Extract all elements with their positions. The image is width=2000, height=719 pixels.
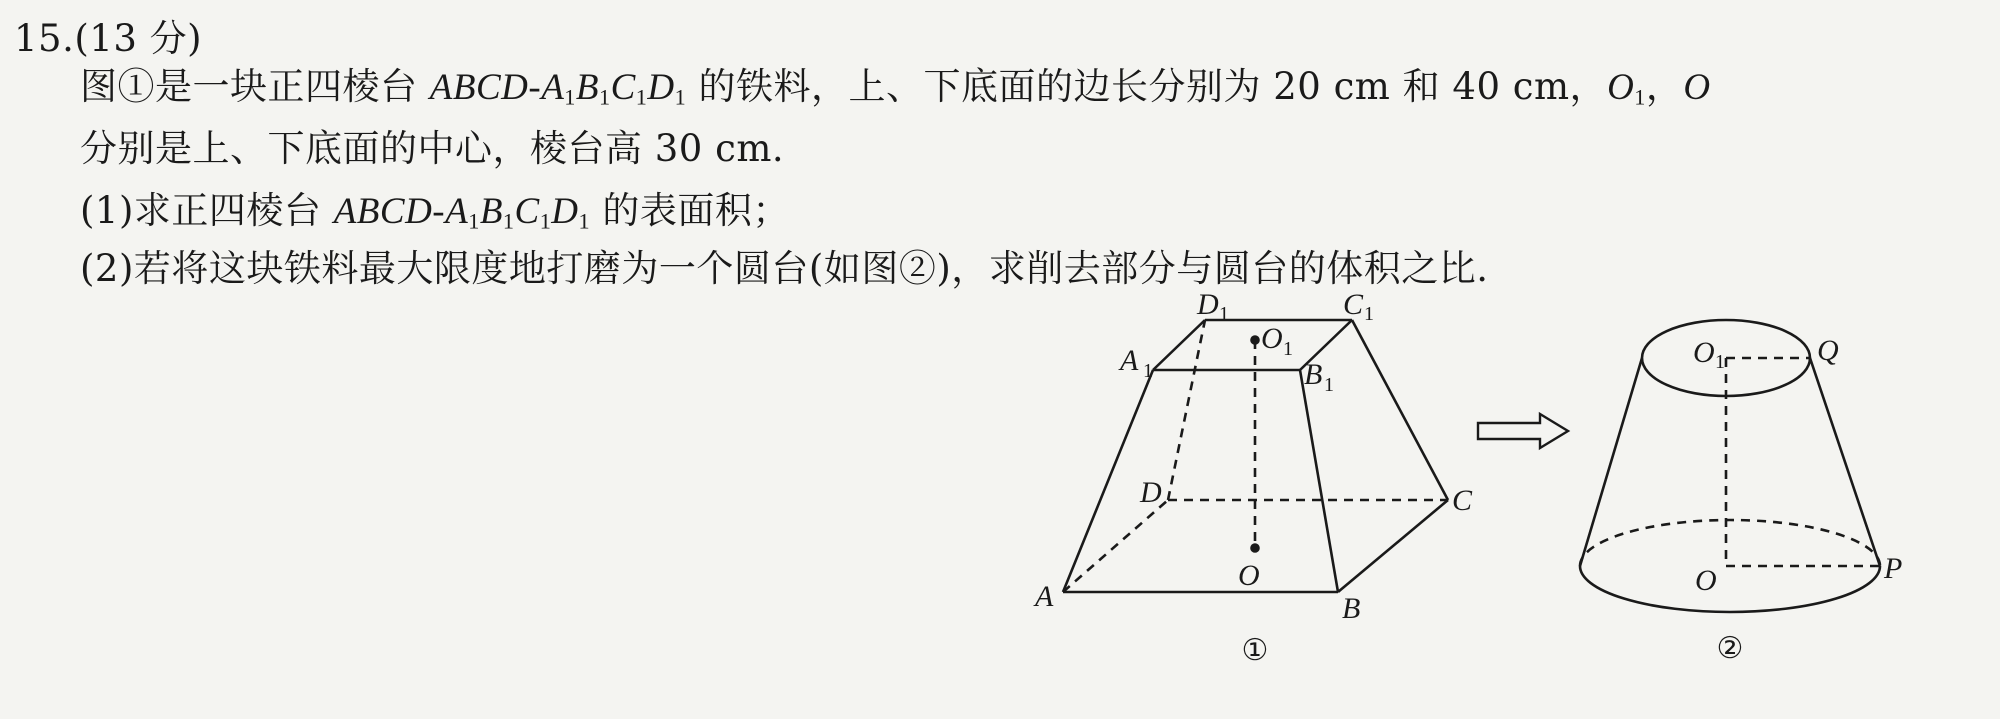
intro-text: 图①是一块正四棱台 bbox=[80, 65, 418, 108]
generatrix-left bbox=[1580, 358, 1642, 566]
label-B: B bbox=[1342, 592, 1361, 625]
svg-text:1: 1 bbox=[1219, 303, 1229, 325]
label-C1: C bbox=[1343, 288, 1364, 321]
q1-text: (1)求正四棱台 bbox=[80, 189, 322, 232]
point-O bbox=[1252, 545, 1259, 552]
label-D: D bbox=[1140, 476, 1162, 509]
label-D1: D bbox=[1197, 288, 1219, 321]
label-A: A bbox=[1035, 580, 1054, 613]
generatrix-right bbox=[1810, 358, 1880, 566]
center-o: O bbox=[1683, 67, 1711, 108]
q1-text-2: 的表面积； bbox=[602, 189, 790, 232]
svg-text:1: 1 bbox=[1143, 360, 1153, 382]
solid-name-q1: ABCD-$A_1B_1C_1D_1$ bbox=[333, 191, 591, 234]
label-B1: B bbox=[1304, 358, 1323, 391]
svg-text:1: 1 bbox=[1364, 303, 1374, 325]
edge-CC1 bbox=[1352, 320, 1448, 500]
svg-text:1: 1 bbox=[1715, 351, 1725, 373]
edge-A1D1 bbox=[1153, 320, 1205, 370]
label-O1: O bbox=[1261, 322, 1283, 355]
label-O-2: O bbox=[1695, 564, 1717, 597]
label-P: P bbox=[1884, 552, 1903, 585]
edge-AD bbox=[1063, 500, 1168, 592]
edge-BC bbox=[1338, 500, 1448, 592]
bottom-ellipse-back bbox=[1580, 520, 1880, 566]
label-O1-2: O bbox=[1693, 336, 1715, 369]
figure-1-caption: ① bbox=[1241, 633, 1269, 668]
svg-text:1: 1 bbox=[1283, 338, 1293, 360]
figure-2-labels bbox=[1693, 334, 1902, 666]
point-O1 bbox=[1252, 337, 1259, 344]
svg-text:1: 1 bbox=[1324, 374, 1334, 396]
center-o1: $O_1$ bbox=[1607, 67, 1646, 110]
label-C: C bbox=[1452, 484, 1473, 517]
label-Q: Q bbox=[1817, 334, 1839, 367]
question-2: (2)若将这块铁料最大限度地打磨为一个圆台(如图②)，求削去部分与圆台的体积之比. bbox=[80, 247, 1489, 290]
implication-arrow bbox=[1478, 414, 1568, 448]
bottom-ellipse-front bbox=[1580, 566, 1880, 612]
edge-BB1 bbox=[1300, 370, 1338, 592]
label-O: O bbox=[1238, 559, 1260, 592]
figure-1-labels bbox=[1033, 288, 1473, 668]
label-A1: A bbox=[1120, 344, 1139, 377]
edge-DD1 bbox=[1168, 320, 1205, 500]
separator: ， bbox=[1645, 65, 1684, 108]
solid-name: ABCD-$A_1B_1C_1D_1$ bbox=[429, 67, 687, 110]
problem-points: (13 分) bbox=[74, 17, 203, 60]
intro-text-2: 的铁料，上、下底面的边长分别为 20 cm 和 40 cm， bbox=[698, 65, 1608, 108]
problem-number: 15. bbox=[14, 17, 75, 60]
figure-2-caption: ② bbox=[1716, 631, 1744, 666]
problem-line2: 分别是上、下底面的中心，棱台高 30 cm. bbox=[80, 127, 785, 170]
